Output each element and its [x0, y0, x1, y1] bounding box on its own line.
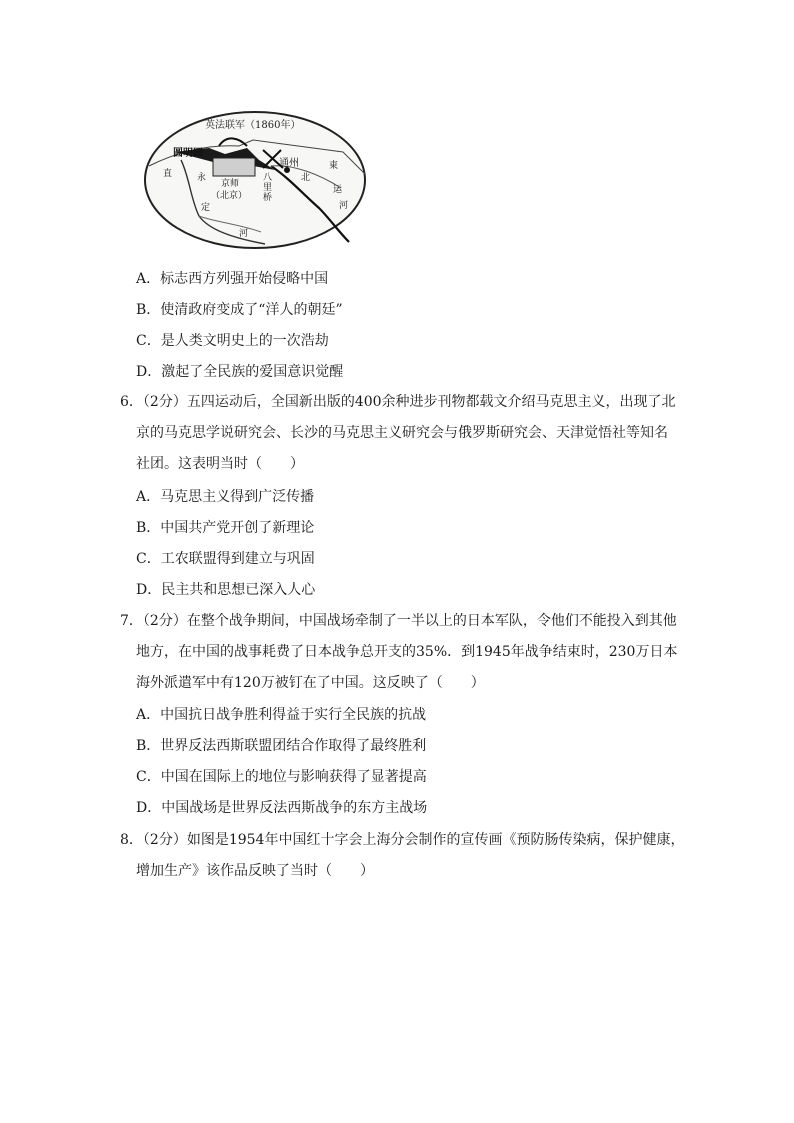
q5-option-a: A．标志西方列强开始侵略中国 [136, 271, 329, 287]
q6-option-a: A．马克思主义得到广泛传播 [136, 489, 315, 505]
label-yuanmingyuan: 圆明园 [173, 148, 203, 159]
question-6-stem [120, 387, 690, 480]
q6-option-c: C．工农联盟得到建立与巩固 [136, 551, 315, 567]
q7-option-c: C．中国在国际上的地位与影响获得了显著提高 [136, 769, 427, 785]
label-he-1: 河 [239, 229, 249, 239]
q6-option-d: D．民主共和思想已深入人心 [136, 582, 316, 598]
label-beijing-city: 京师 [221, 179, 240, 189]
label-baliqiao-3: 桥 [263, 193, 273, 203]
beijing-city-block [213, 158, 255, 176]
label-beijing-paren: （北京） [211, 191, 248, 201]
question-7-line-1: 7．（2分）在整个战争期间，中国战场牵制了一半以上的日本军队，令他们不能投入到其他 [120, 613, 677, 629]
q5-option-b: B．使清政府变成了“洋人的朝廷” [136, 302, 343, 318]
question-8-stem [120, 825, 690, 887]
q7-option-d: D．中国战场是世界反法西斯战争的东方主战场 [136, 800, 428, 816]
question-8-line-2: 增加生产》该作品反映了当时（ ） [136, 863, 374, 879]
q7-option-a: A．中国抗日战争胜利得益于实行全民族的抗战 [136, 707, 427, 723]
label-dong: 東 [329, 161, 339, 171]
label-ding: 定 [201, 203, 211, 213]
q6-option-b: B．中国共产党开创了新理论 [136, 520, 315, 536]
map-title: 英法联军（1860年） [205, 120, 301, 131]
q5-option-c: C．是人类文明史上的一次浩劫 [136, 333, 329, 349]
map-illustration [143, 104, 371, 252]
question-8-line-1: 8．（2分）如图是1954年中国红十字会上海分会制作的宣传画《预防肠传染病，保护健康， [120, 832, 685, 848]
question-7-line-2: 地方，在中国的战事耗费了日本战争总开支的35%．到1945年战争结束时，230万日本 [136, 644, 678, 660]
question-6-line-1: 6．（2分）五四运动后，全国新出版的400余种进步刊物都载文介绍马克思主义，出现了北 [120, 394, 676, 410]
q5-option-d: D．激起了全民族的爱国意识觉醒 [136, 364, 344, 380]
label-yong: 永 [197, 173, 207, 183]
label-baliqiao-2: 里 [263, 183, 273, 193]
question-7-line-3: 海外派遣军中有120万被钉在了中国。这反映了（ ） [136, 675, 485, 691]
label-zhi: 直 [163, 169, 173, 179]
label-yun: 运 [333, 185, 343, 195]
label-bei: 北 [301, 173, 311, 183]
label-tongzhou: 通州 [279, 158, 299, 169]
map-figure [143, 104, 371, 252]
label-baliqiao-1: 八 [263, 173, 273, 183]
q7-option-b: B．世界反法西斯联盟团结合作取得了最终胜利 [136, 738, 427, 754]
question-7-stem [120, 606, 690, 699]
label-he-2: 河 [339, 201, 349, 211]
question-6-line-2: 京的马克思学说研究会、长沙的马克思主义研究会与俄罗斯研究会、天津觉悟社等知名 [136, 425, 668, 441]
question-6-line-3: 社团。这表明当时（ ） [136, 456, 304, 472]
